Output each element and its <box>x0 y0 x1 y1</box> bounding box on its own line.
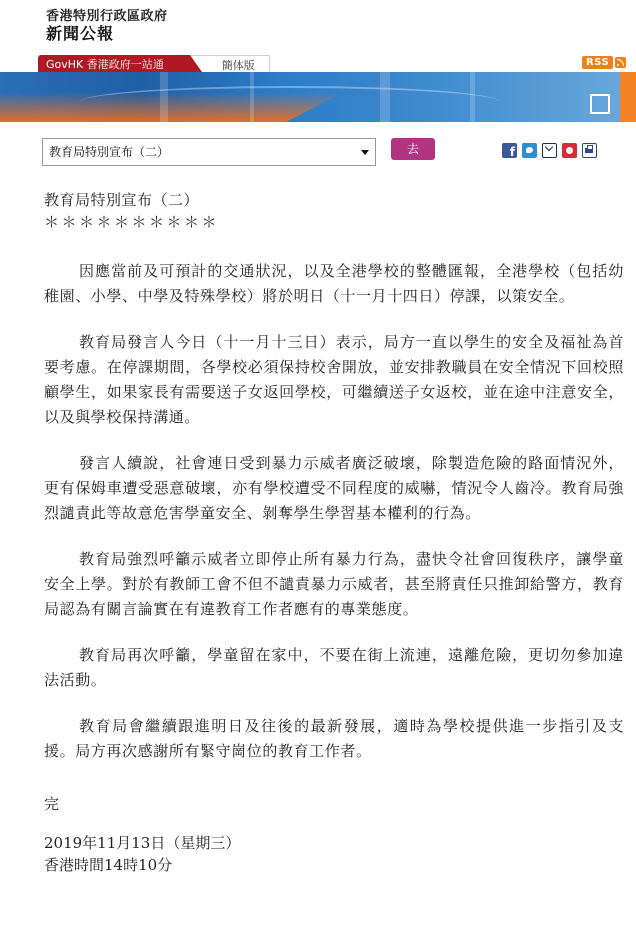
go-button[interactable]: 去 <box>391 138 435 160</box>
article-body <box>44 259 624 764</box>
banner-wave <box>80 86 500 118</box>
header-banner <box>0 72 636 122</box>
article-paragraph: 教育局會繼續跟進明日及往後的最新發展，適時為學校提供進一步指引及支援。局方再次感謝所有緊守崗位的教育工作者。 <box>44 717 624 760</box>
article-paragraph: 因應當前及可預計的交通狀況，以及全港學校的整體匯報，全港學校（包括幼稚園、小學、中學及特殊學校）將於明日（十一月十四日）停課，以策安全。 <box>44 262 624 305</box>
banner-orange-stripe <box>620 72 636 122</box>
press-release-select-value: 教育局特別宣布（二） <box>49 145 170 159</box>
release-date: 2019年11月13日（星期三） <box>44 834 241 852</box>
article-end-mark: 完 <box>44 795 60 813</box>
press-release-select[interactable] <box>42 138 376 166</box>
release-time: 香港時間14時10分 <box>44 856 173 874</box>
simplified-chinese-link[interactable]: 簡体版 <box>190 55 270 73</box>
banner-square-icon <box>590 94 610 114</box>
chevron-down-icon <box>361 150 369 155</box>
share-toolbar <box>502 143 597 158</box>
site-title[interactable]: 新聞公報 <box>46 24 115 43</box>
article-paragraph: 教育局發言人今日（十一月十三日）表示，局方一直以學生的安全及福祉為首要考慮。在停課期間，各學校必須保持校舍開放，並安排教職員在安全情況下回校照顧學生，如果家長有需要送子女返回學校，可繼續送子女返校，並在途中注意安全，以及與學校保持溝通。 <box>44 333 624 426</box>
article-title-divider: ＊＊＊＊＊＊＊＊＊＊ <box>44 213 220 231</box>
page-header <box>0 0 636 122</box>
print-icon[interactable] <box>582 143 597 158</box>
rss-badge: RSS <box>582 56 613 69</box>
twitter-icon[interactable] <box>522 143 537 158</box>
govhk-link[interactable]: GovHK 香港政府一站通 <box>38 55 190 72</box>
email-icon[interactable] <box>542 143 557 158</box>
top-links-bar <box>38 55 270 72</box>
article-title: 教育局特別宣布（二） <box>44 191 200 209</box>
rss-link[interactable] <box>582 56 626 69</box>
rss-icon <box>615 57 626 68</box>
press-release-article <box>44 190 624 876</box>
article-paragraph: 發言人續說，社會連日受到暴力示威者廣泛破壞，除製造危險的路面情況外，更有保姆車遭受惡意破壞，亦有學校遭受不同程度的威嚇，情況令人齒冷。教育局強烈譴責此等故意危害學童安全、剝奪學生學習基本權利的行為。 <box>44 454 624 522</box>
weibo-icon[interactable] <box>562 143 577 158</box>
press-release-selector-row <box>0 138 636 168</box>
article-paragraph: 教育局再次呼籲，學童留在家中，不要在街上流連，遠離危險，更切勿參加違法活動。 <box>44 646 624 689</box>
article-paragraph: 教育局強烈呼籲示威者立即停止所有暴力行為，盡快令社會回復秩序，讓學童安全上學。對於有教師工會不但不譴責暴力示威者，甚至將責任只推卸給警方，教育局認為有關言論實在有違教育工作者應有的專業態度。 <box>44 550 624 618</box>
government-name: 香港特別行政區政府 <box>46 9 168 24</box>
facebook-icon[interactable] <box>502 143 517 158</box>
